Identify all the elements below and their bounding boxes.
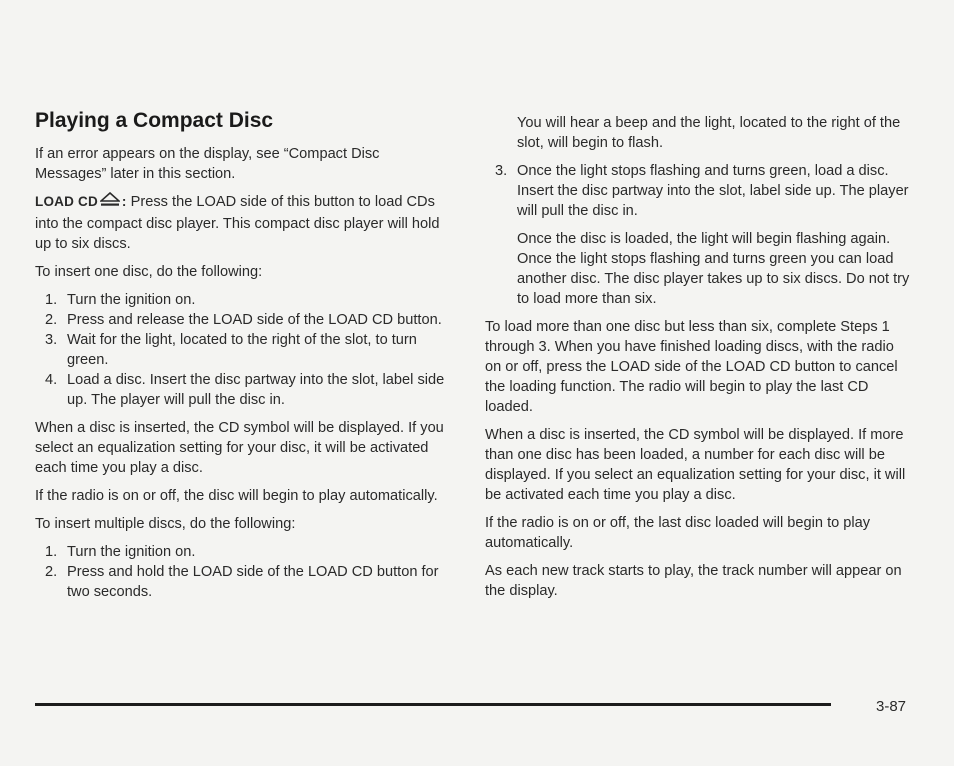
page-title: Playing a Compact Disc	[35, 109, 274, 132]
step-three	[485, 161, 910, 221]
radio-paragraph: If the radio is on or off, the disc will begin to play automatically.	[35, 488, 438, 504]
disc-loaded-paragraph: Once the disc is loaded, the light will begin flashing again. Once the light stops flashing and turns green you can load another disc. The disc player takes up to six discs. Do not try to load more than six.	[517, 231, 910, 307]
list-item: 2. Press and hold the LOAD side of the LOAD CD button for two seconds.	[45, 564, 439, 600]
eject-icon	[100, 192, 120, 214]
insert-multi-steps	[35, 542, 447, 602]
list-item: 3. Once the light stops flashing and turns green, load a disc. Insert the disc partway into the slot, label side up. The player will pull the disc in.	[495, 163, 909, 219]
load-more-paragraph: To load more than one disc but less than six, complete Steps 1 through 3. When you have finished loading discs, with the radio on or off, press the LOAD side of the LOAD CD button to cancel the loading function. The radio will begin to play the last CD loaded.	[485, 319, 898, 415]
list-item: 2. Press and release the LOAD side of the LOAD CD button.	[45, 312, 442, 328]
list-item: 4. Load a disc. Insert the disc partway into the slot, label side up. The player will pull the disc in.	[45, 372, 445, 408]
disc-inserted-paragraph-right: When a disc is inserted, the CD symbol will be displayed. If more than one disc has been loaded, a number for each disc will be displayed. If you select an equalization setting for your disc, it will be activated each time you play a disc.	[485, 427, 906, 503]
load-cd-colon: :	[121, 194, 127, 209]
load-cd-text: Press the LOAD side of this button to load CDs into the compact disc player. This compact disc player will hold up to six discs.	[35, 194, 440, 252]
load-cd-paragraph	[35, 192, 447, 254]
list-item: 3. Wait for the light, located to the right of the slot, to turn green.	[45, 332, 417, 368]
list-item: 1. Turn the ignition on.	[45, 292, 196, 308]
disc-inserted-paragraph: When a disc is inserted, the CD symbol will be displayed. If you select an equalization setting for your disc, it will be activated each time you play a disc.	[35, 420, 444, 476]
track-paragraph: As each new track starts to play, the track number will appear on the display.	[485, 563, 902, 599]
load-cd-label: LOAD CD	[35, 194, 98, 209]
list-item: 1. Turn the ignition on.	[45, 544, 196, 560]
page-number: 3-87	[876, 698, 907, 715]
beep-paragraph: You will hear a beep and the light, located to the right of the slot, will begin to flash.	[517, 115, 901, 151]
error-paragraph: If an error appears on the display, see “Compact Disc Messages” later in this section.	[35, 146, 380, 182]
right-column	[485, 113, 910, 609]
left-column	[35, 108, 447, 610]
insert-multi-intro: To insert multiple discs, do the following:	[35, 516, 296, 532]
insert-one-steps	[35, 290, 447, 410]
radio-paragraph-right: If the radio is on or off, the last disc loaded will begin to play automatically.	[485, 515, 871, 551]
insert-one-intro: To insert one disc, do the following:	[35, 264, 263, 280]
footer-rule	[35, 703, 831, 706]
